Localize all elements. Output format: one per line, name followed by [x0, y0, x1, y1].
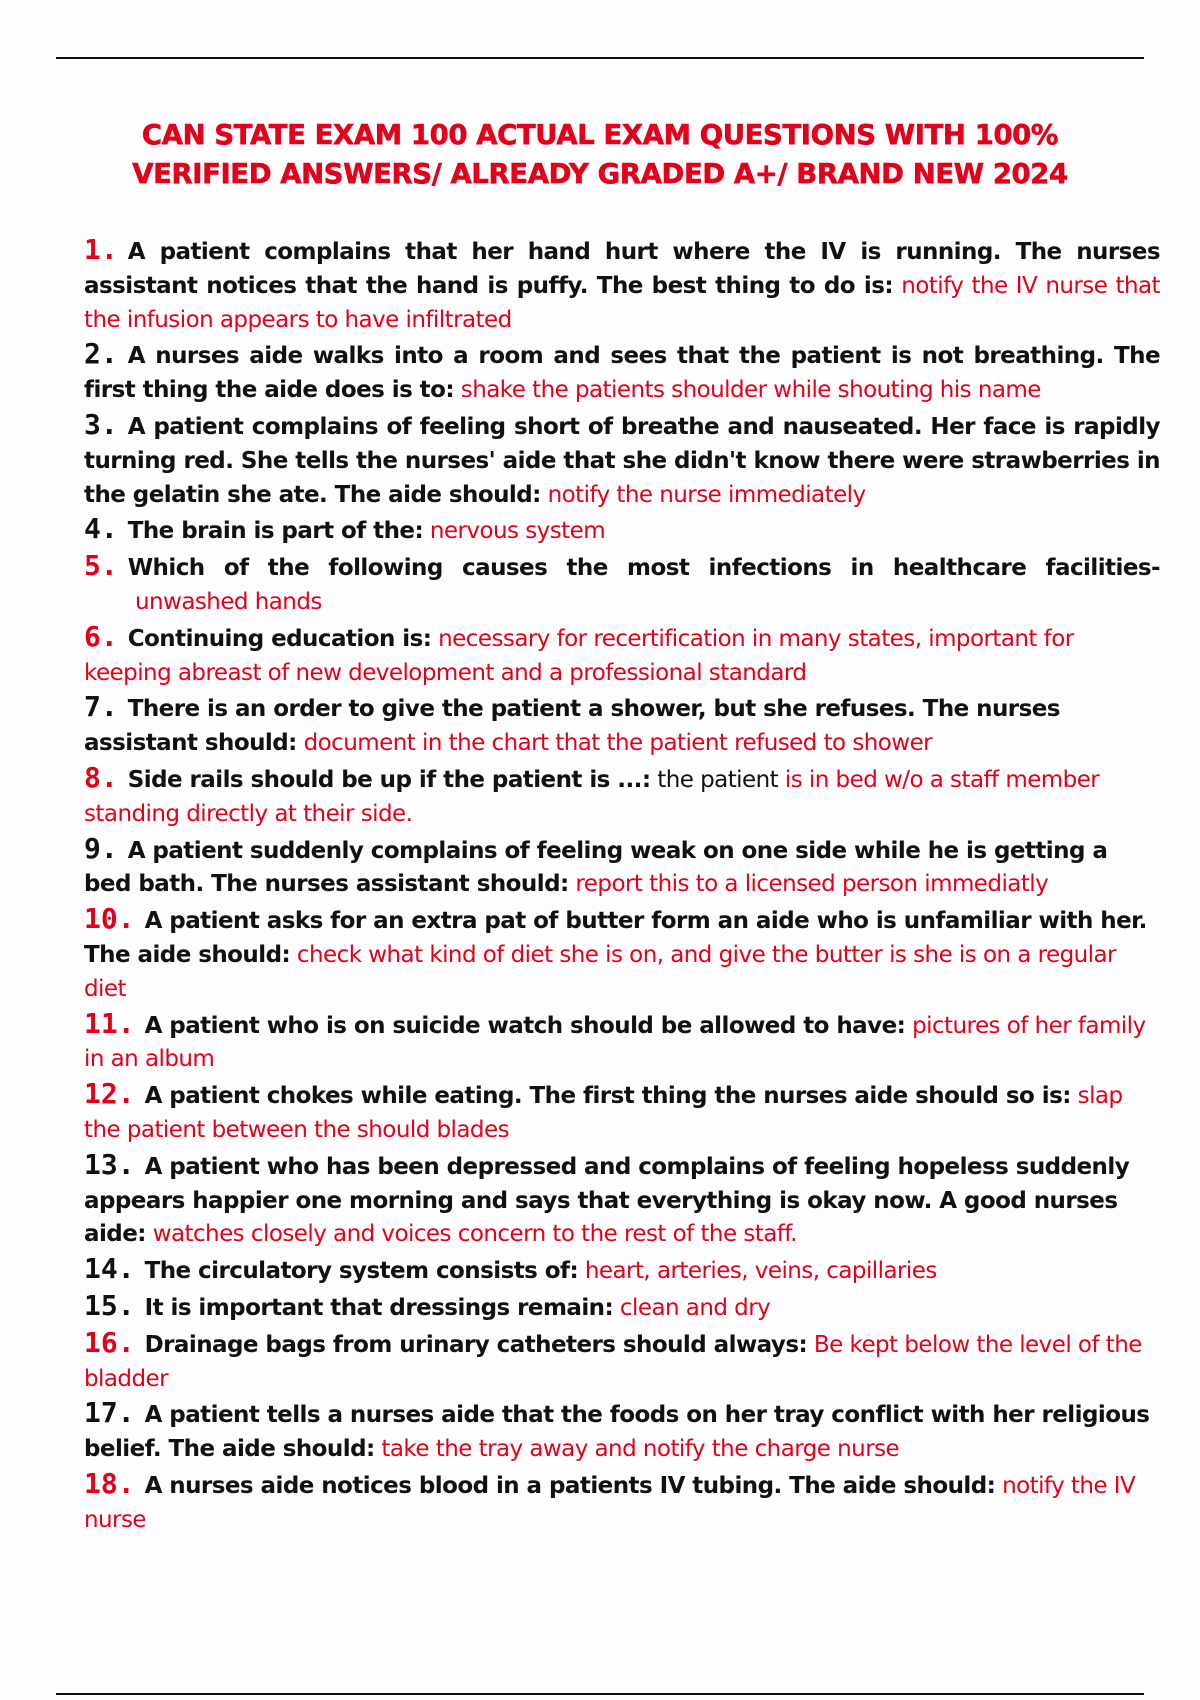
question-item-12: [84, 1077, 1160, 1148]
answer-text: pictures of her family in an album: [84, 1012, 1146, 1073]
document-title: [100, 116, 1100, 194]
question-text: A patient suddenly complains of feeling weak on one side while he is getting a bed bath. The nurses assistant should:: [84, 837, 1108, 898]
question-number: 2.: [84, 337, 118, 371]
question-number: 18.: [84, 1466, 135, 1500]
question-item-1: [84, 233, 1160, 337]
answer-text: watches closely and voices concern to the rest of the staff.: [152, 1221, 797, 1248]
question-text: A patient complains of feeling short of breathe and nauseated. Her face is rapidly turning red. She tells the nurses' aide that she didn't know there were strawberries in the gelatin she ate. The aide should:: [84, 413, 1160, 508]
question-number: 16.: [84, 1325, 135, 1359]
question-item-14: [84, 1252, 1160, 1289]
question-number: 14.: [84, 1252, 135, 1286]
question-text: The circulatory system consists of:: [144, 1258, 579, 1285]
question-text: A patient tells a nurses aide that the foods on her tray conflict with her religious belief. The aide should:: [84, 1402, 1150, 1463]
question-item-11: [84, 1007, 1160, 1078]
question-item-5: [84, 549, 1160, 620]
question-number: 8.: [84, 760, 118, 794]
question-item-7: [84, 690, 1160, 761]
title-line-2: VERIFIED ANSWERS/ ALREADY GRADED A+/ BRAND NEW 2024: [132, 158, 1068, 190]
answer-text: heart, arteries, veins, capillaries: [584, 1258, 937, 1285]
question-text: It is important that dressings remain:: [144, 1294, 614, 1321]
question-number: 10.: [84, 902, 135, 936]
question-text: A patient chokes while eating. The first thing the nurses aide should so is:: [144, 1083, 1071, 1110]
question-item-9: [84, 832, 1160, 903]
answer-text: slap the patient between the should blades: [84, 1083, 1123, 1143]
question-item-16: [84, 1326, 1160, 1397]
question-number: 11.: [84, 1006, 135, 1040]
question-text: There is an order to give the patient a shower, but she refuses. The nurses assistant should:: [84, 696, 1060, 757]
question-number: 12.: [84, 1077, 135, 1111]
answer-text: notify the IV nurse: [84, 1472, 1136, 1533]
question-item-18: [84, 1467, 1160, 1538]
answer-prefix-text: the patient: [657, 766, 779, 793]
top-rule: [56, 57, 1144, 59]
answer-text: unwashed hands: [135, 588, 322, 615]
answer-text: Be kept below the level of the bladder: [84, 1331, 1142, 1392]
question-number: 3.: [84, 407, 118, 441]
question-number: 6.: [84, 619, 118, 653]
question-number: 17.: [84, 1396, 135, 1430]
question-number: 1.: [84, 233, 118, 266]
answer-text: clean and dry: [619, 1294, 771, 1321]
answer-text: document in the chart that the patient refused to shower: [303, 730, 933, 757]
question-item-3: [84, 408, 1160, 512]
answer-text: report this to a licensed person immediatly: [575, 871, 1049, 898]
answer-text: take the tray away and notify the charge nurse: [381, 1436, 900, 1463]
question-number: 15.: [84, 1288, 135, 1322]
bottom-rule: [56, 1693, 1144, 1695]
question-text: Drainage bags from urinary catheters should always:: [144, 1331, 808, 1358]
question-item-4: [84, 512, 1160, 549]
question-text: Continuing education is:: [127, 625, 432, 652]
question-number: 5.: [84, 549, 118, 583]
question-text: A patient complains that her hand hurt where the IV is running. The nurses assistant notices that the hand is puffy. The best thing to do is:: [84, 239, 1160, 299]
question-text: A nurses aide walks into a room and sees that the patient is not breathing. The first thing the aide does is to:: [84, 343, 1160, 404]
answer-text: check what kind of diet she is on, and give the butter is she is on a regular diet: [84, 941, 1116, 1002]
question-text: Which of the following causes the most infections in healthcare facilities-: [127, 555, 1160, 582]
question-item-8: [84, 761, 1160, 832]
answer-text: is in bed w/o a staff member standing directly at their side.: [84, 766, 1100, 827]
answer-text: notify the nurse immediately: [547, 481, 866, 508]
question-item-2: [84, 337, 1160, 408]
question-text: A patient who is on suicide watch should be allowed to have:: [144, 1012, 906, 1039]
question-number: 9.: [84, 831, 118, 865]
question-text: Side rails should be up if the patient is ...:: [127, 766, 651, 793]
question-list: [84, 233, 1160, 1537]
question-number: 13.: [84, 1147, 135, 1181]
question-number: 4.: [84, 512, 118, 546]
answer-text: notify the IV nurse that the infusion appears to have infiltrated: [84, 272, 1161, 333]
question-text: A patient who has been depressed and complains of feeling hopeless suddenly appears happier one morning and says that everything is okay now. A good nurses aide:: [84, 1153, 1130, 1248]
answer-text: nervous system: [429, 518, 606, 545]
question-item-10: [84, 902, 1160, 1006]
question-item-6: [84, 620, 1160, 691]
answer-text: shake the patients shoulder while shouting his name: [460, 377, 1041, 404]
question-item-17: [84, 1396, 1160, 1467]
question-text: A patient asks for an extra pat of butter form an aide who is unfamiliar with her. The aide should:: [84, 908, 1147, 968]
question-item-13: [84, 1148, 1160, 1252]
question-text: The brain is part of the:: [127, 518, 424, 545]
question-number: 7.: [84, 690, 118, 724]
question-item-15: [84, 1289, 1160, 1326]
title-line-1: CAN STATE EXAM 100 ACTUAL EXAM QUESTIONS WITH 100%: [141, 119, 1059, 151]
question-text: A nurses aide notices blood in a patients IV tubing. The aide should:: [144, 1472, 996, 1499]
answer-text: necessary for recertification in many states, important for keeping abreast of new development and a professional standard: [84, 625, 1074, 686]
